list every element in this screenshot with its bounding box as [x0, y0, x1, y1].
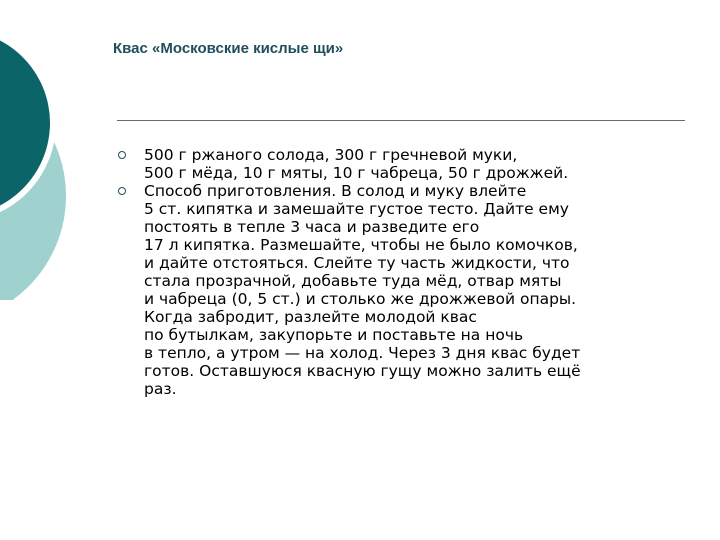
bullet-item-ingredients [118, 146, 708, 182]
text-line: и чабреца (0, 5 ст.) и столько же дрожжевой опары. [144, 290, 577, 308]
bullet-circle-icon [118, 187, 126, 195]
text-line: 500 г ржаного солода, 300 г гречневой муки, [144, 146, 518, 164]
text-line: по бутылкам, закупорьте и поставьте на ночь [144, 326, 524, 344]
slide-title: Квас «Московские кислые щи» [113, 40, 344, 57]
text-line: и дайте отстояться. Слейте ту часть жидкости, что [144, 254, 570, 272]
text-line: 500 г мёда, 10 г мяты, 10 г чабреца, 50 г дрожжей. [144, 164, 569, 182]
bullet-circle-icon [118, 151, 126, 159]
text-line: раз. [144, 380, 177, 398]
bullet-item-method [118, 182, 708, 398]
bullet-list [118, 146, 708, 398]
text-line: стала прозрачной, добавьте туда мёд, отвар мяты [144, 272, 562, 290]
text-line: Когда забродит, разлейте молодой квас [144, 308, 477, 326]
text-line: Способ приготовления. В солод и муку влейте [144, 182, 527, 200]
text-line: в тепло, а утром — на холод. Через 3 дня квас будет [144, 344, 581, 362]
text-line: готов. Оставшуюся квасную гущу можно залить ещё [144, 362, 581, 380]
text-line: постоять в тепле 3 часа и разведите его [144, 218, 480, 236]
text-line: 17 л кипятка. Размешайте, чтобы не было комочков, [144, 236, 578, 254]
decorative-circles [0, 0, 120, 300]
title-divider [117, 120, 685, 121]
text-line: 5 ст. кипятка и замешайте густое тесто. Дайте ему [144, 200, 569, 218]
